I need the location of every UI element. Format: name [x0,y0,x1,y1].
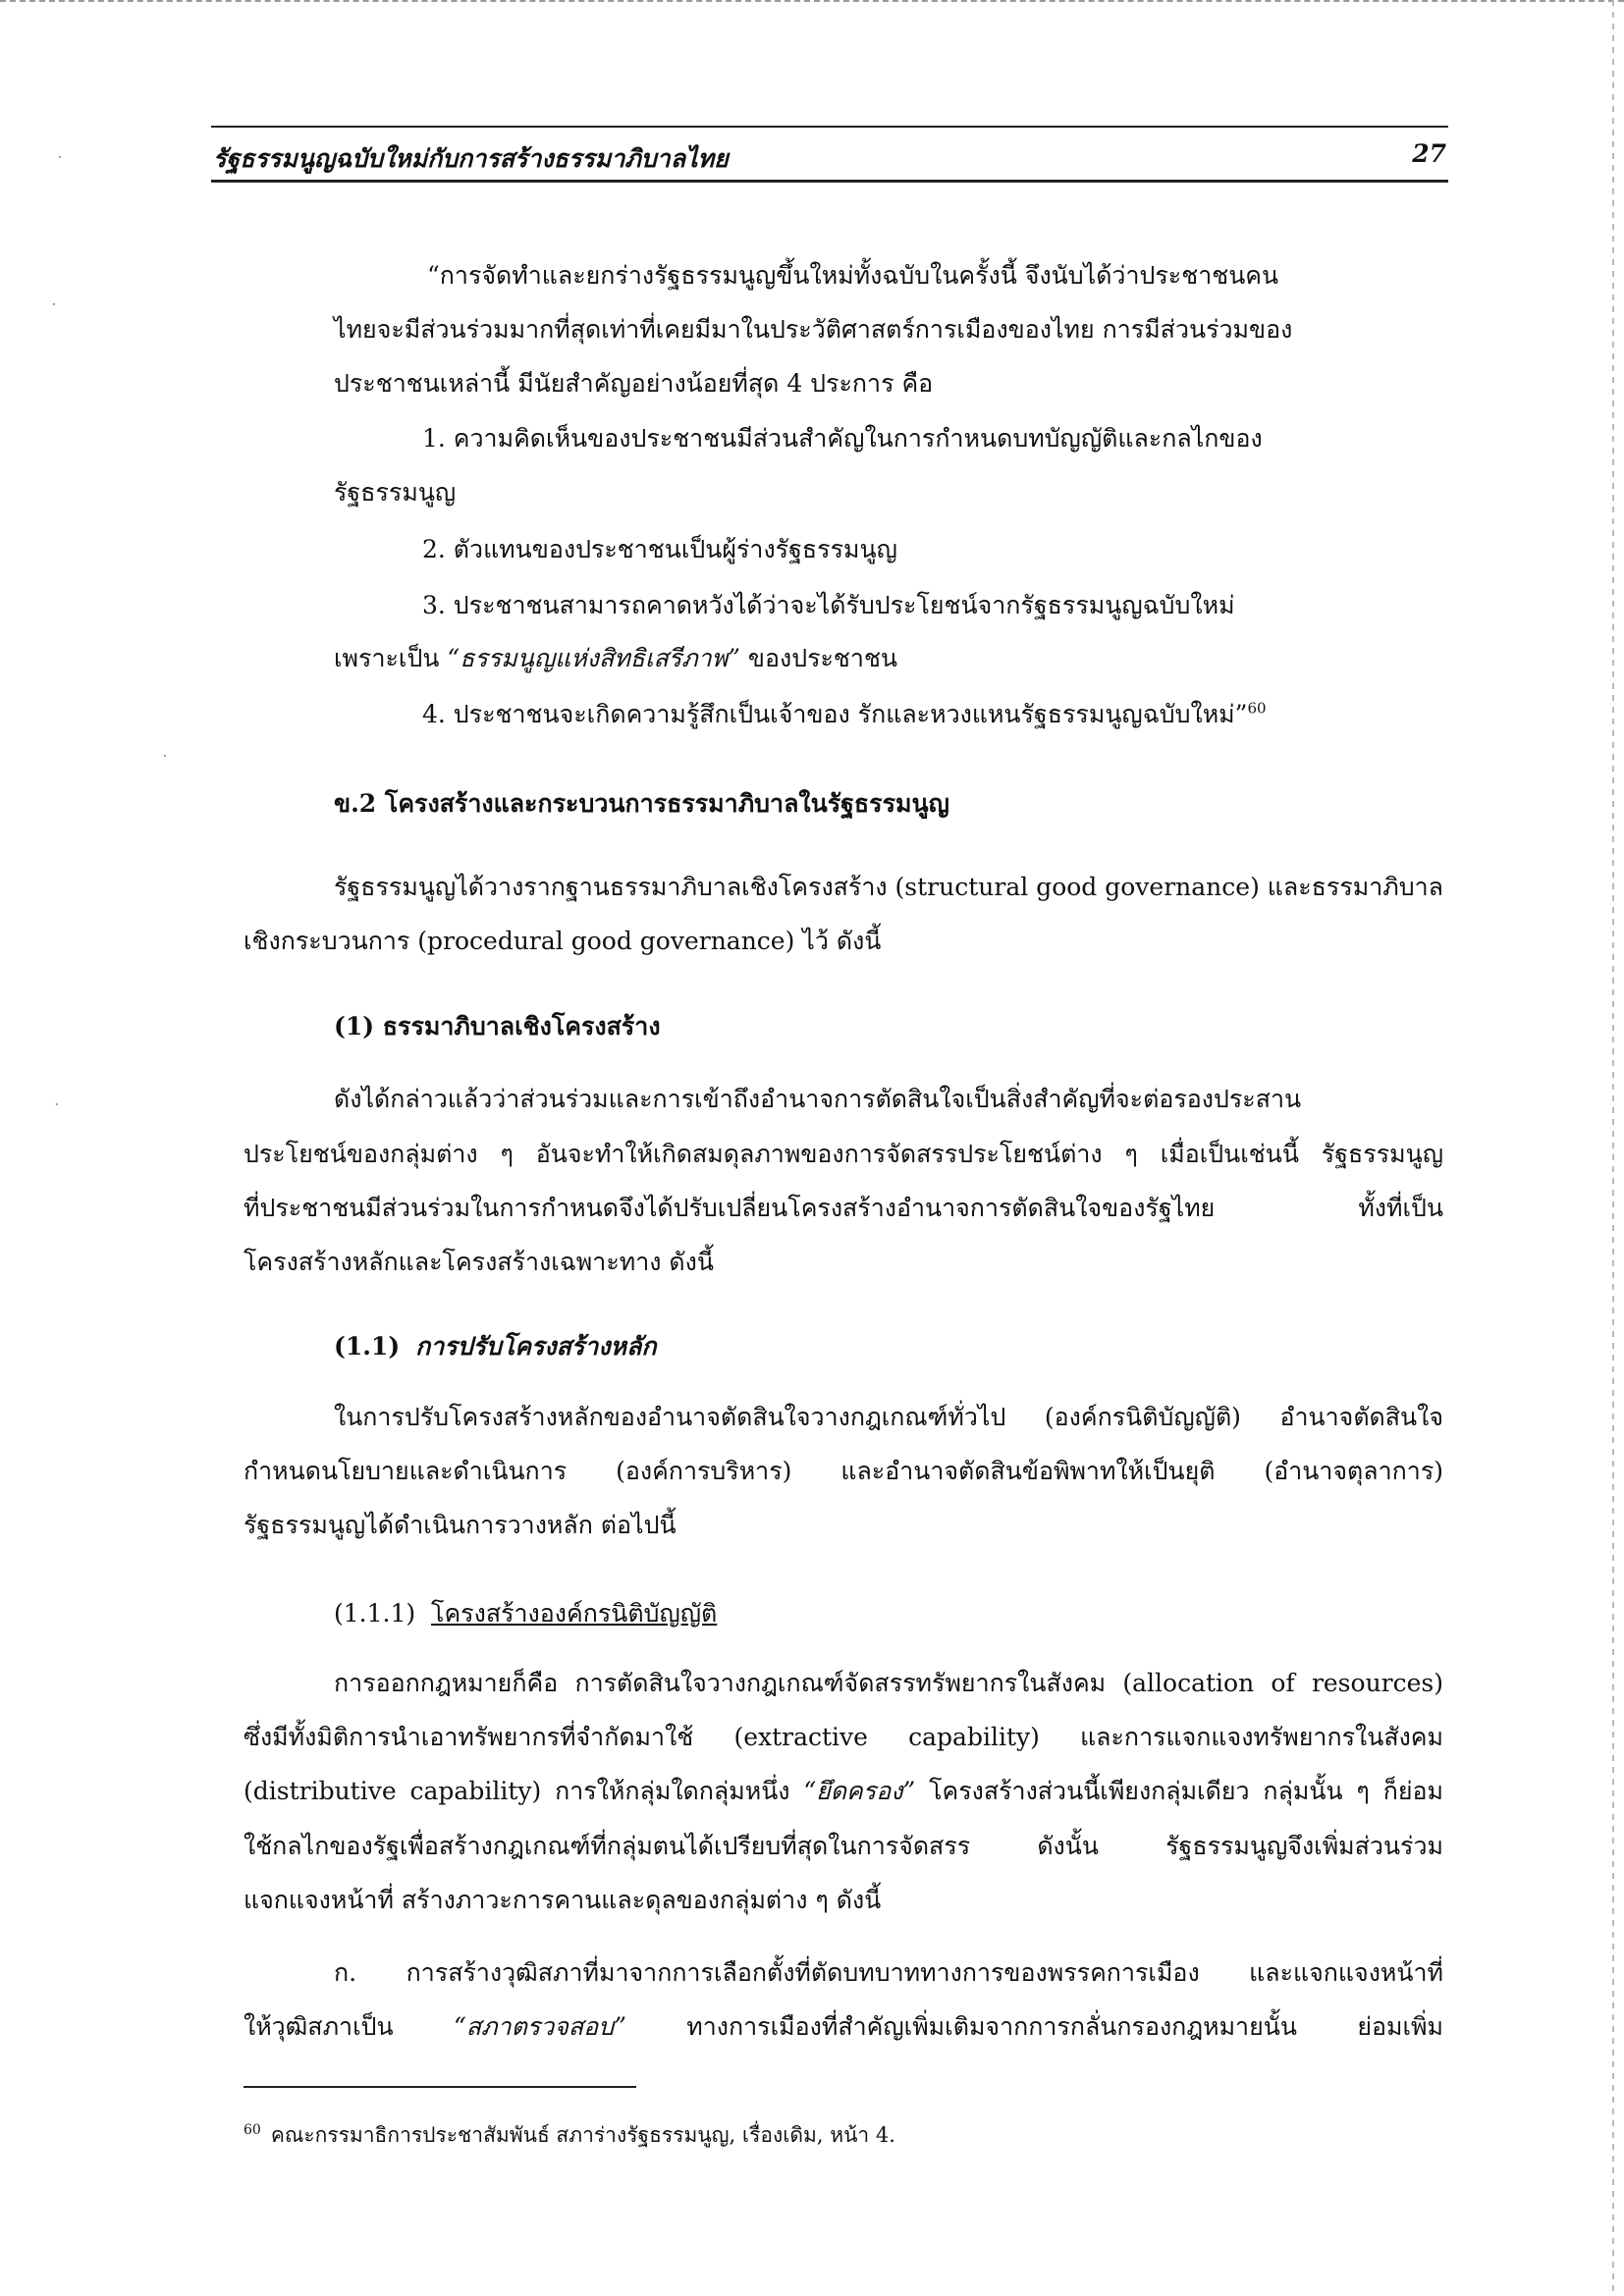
paragraph-line [244,2010,1443,2044]
page-header [211,126,1448,183]
paragraph-line: การออกกฎหมายก็คือ การตัดสินใจวางกฎเกณฑ์จัดสรรทรัพยากรในสังคม (allocation of resources) [334,1669,1443,1697]
quote-item-2: 2. ตัวแทนของประชาชนเป็นผู้ร่างรัฐธรรมนูญ [422,535,897,563]
section-heading-1: (1) ธรรมาภิบาลเชิงโครงสร้าง [334,1012,661,1041]
paragraph-text: โครงสร้างส่วนนี้เพียงกลุ่มเดียว กลุ่มนั้น ๆ ก็ย่อม [915,1777,1443,1805]
paragraph-text: ทางการเมืองที่สำคัญเพิ่มเติมจากการกลั่นกรองกฎหมายนั้น ย่อมเพิ่ม [625,2012,1443,2041]
paragraph-line [244,1775,1443,1808]
footnote-number: 60 [244,2122,261,2138]
paragraph-line: ซึ่งมีทั้งมิติการนำเอาทรัพยากรที่จำกัดมาใช้ (extractive capability) และการแจกแจงทรัพยากรในสังคม [244,1723,1443,1751]
quote-text: 4. ประชาชนจะเกิดความรู้สึกเป็นเจ้าของ รักและหวงแหนรัฐธรรมนูญฉบับใหม่” [422,700,1248,728]
section-heading-1-1 [334,1330,657,1363]
scan-edge-right [1612,0,1614,2296]
section-heading-b2: ข.2 โครงสร้างและกระบวนการธรรมาภิบาลในรัฐธรรมนูญ [334,789,949,818]
scan-speck: · [57,147,63,168]
paragraph-line: ที่ประชาชนมีส่วนร่วมในการกำหนดจึงได้ปรับเปลี่ยนโครงสร้างอำนาจการตัดสินใจของรัฐไทย ทั้งที่เป็น [244,1194,1443,1222]
header-rule-top [211,126,1448,128]
paragraph-text: ให้วุฒิสภาเป็น [244,2012,455,2041]
footnote-ref: 60 [1247,699,1267,718]
paragraph-line: รัฐธรรมนูญได้ดำเนินการวางหลัก ต่อไปนี้ [244,1511,677,1539]
footnote [244,2119,895,2152]
quote-line: ไทยจะมีส่วนร่วมมากที่สุดเท่าที่เคยมีมาในประวัติศาสตร์การเมืองของไทย การมีส่วนร่วมของ [334,315,1293,344]
scan-speck: · [51,294,57,315]
paragraph-line: กำหนดนโยบายและดำเนินการ (องค์การบริหาร) และอำนาจตัดสินข้อพิพาทให้เป็นยุติ (อำนาจตุลาการ) [244,1457,1443,1485]
scan-edge-top [0,0,1624,10]
paragraph-line: ก. การสร้างวุฒิสภาที่มาจากการเลือกตั้งที่ตัดบทบาททางการของพรรคการเมือง และแจกแจงหน้าที่ [334,1958,1443,1987]
quote-emphasis: “ธรรมนูญแห่งสิทธิเสรีภาพ” [447,644,740,672]
footnote-text: คณะกรรมาธิการประชาสัมพันธ์ สภาร่างรัฐธรรมนูญ, เรื่องเดิม, หน้า 4. [270,2123,895,2147]
running-title: รัฐธรรมนูญฉบับใหม่กับการสร้างธรรมาภิบาลไทย [213,144,729,173]
page-number: 27 [1412,139,1446,168]
paragraph-line: ใช้กลไกของรัฐเพื่อสร้างกฎเกณฑ์ที่กลุ่มตนได้เปรียบที่สุดในการจัดสรร ดังนั้น รัฐธรรมนูญจึงเพิ่มส่วนร่วม [244,1832,1443,1860]
quote-text: เพราะเป็น [334,644,448,672]
paragraph-line: โครงสร้างหลักและโครงสร้างเฉพาะทาง ดังนี้ [244,1248,714,1276]
paragraph-line: เชิงกระบวนการ (procedural good governance) ไว้ ดังนี้ [244,927,882,955]
heading-number: (1.1.1) [334,1599,416,1628]
heading-title: โครงสร้างองค์กรนิติบัญญัติ [431,1599,718,1628]
heading-number: (1.1) [334,1332,401,1361]
paragraph-line: ประโยชน์ของกลุ่มต่าง ๆ อันจะทำให้เกิดสมดุลภาพของการจัดสรรประโยชน์ต่าง ๆ เมื่อเป็นเช่นนี้ รัฐธรรมนูญ [244,1140,1443,1168]
quote-line: “การจัดทำและยกร่างรัฐธรรมนูญขึ้นใหม่ทั้งฉบับในครั้งนี้ จึงนับได้ว่าประชาชนคน [427,261,1279,290]
paragraph-line: รัฐธรรมนูญได้วางรากฐานธรรมาภิบาลเชิงโครงสร้าง (structural good governance) และธรรมาภิบาล [334,873,1443,901]
footnote-rule [244,2086,636,2088]
scan-speck: · [162,746,168,767]
header-rule-bottom [211,180,1448,183]
paragraph-emphasis: “ยึดครอง” [803,1777,916,1805]
section-heading-1-1-1 [334,1597,717,1630]
quote-item-3-cont [334,642,897,675]
quote-item-1-cont: รัฐธรรมนูญ [334,478,457,507]
quote-item-4 [422,698,1267,731]
quote-item-3: 3. ประชาชนสามารถคาดหวังได้ว่าจะได้รับประโยชน์จากรัฐธรรมนูญฉบับใหม่ [422,591,1235,619]
quote-line: ประชาชนเหล่านี้ มีนัยสำคัญอย่างน้อยที่สุด 4 ประการ คือ [334,369,934,398]
paragraph-emphasis: “สภาตรวจสอบ” [454,2012,626,2041]
quote-text: ของประชาชน [739,644,897,672]
paragraph-line: ดังได้กล่าวแล้วว่าส่วนร่วมและการเข้าถึงอำนาจการตัดสินใจเป็นสิ่งสำคัญที่จะต่อรองประสาน [334,1085,1302,1113]
paragraph-text: (distributive capability) การให้กลุ่มใดกลุ่มหนึ่ง [244,1777,804,1805]
paragraph-line: ในการปรับโครงสร้างหลักของอำนาจตัดสินใจวางกฎเกณฑ์ทั่วไป (องค์กรนิติบัญญัติ) อำนาจตัดสินใจ [334,1403,1443,1431]
heading-title: การปรับโครงสร้างหลัก [415,1332,657,1361]
scan-speck: · [54,1095,60,1115]
quote-item-1: 1. ความคิดเห็นของประชาชนมีส่วนสำคัญในการกำหนดบทบัญญัติและกลไกของ [422,424,1263,453]
paragraph-line: แจกแจงหน้าที่ สร้างภาวะการคานและดุลของกลุ่มต่าง ๆ ดังนี้ [244,1886,882,1914]
